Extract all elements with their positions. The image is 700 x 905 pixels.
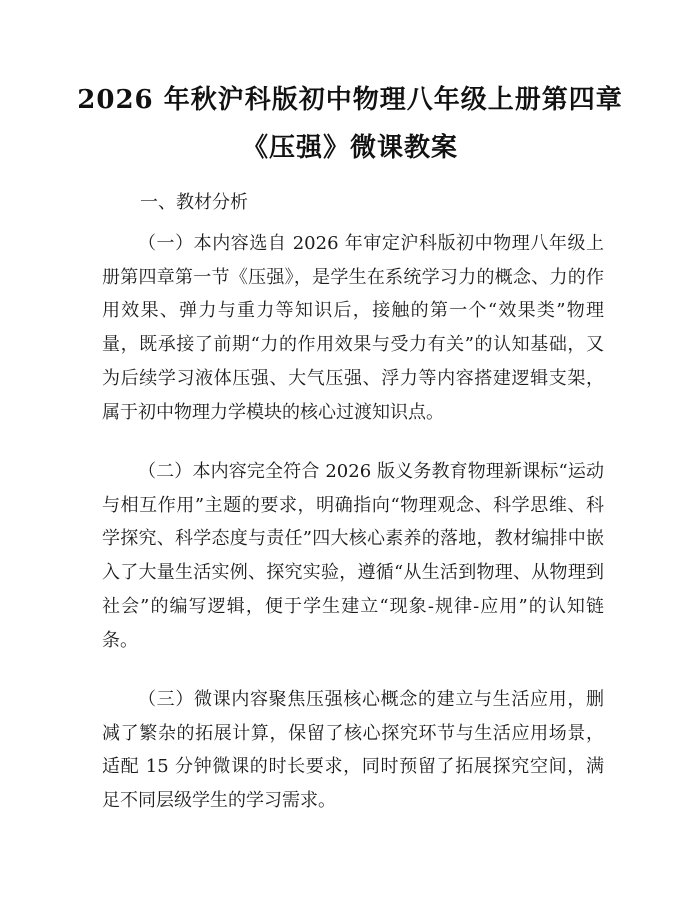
paragraph-2: （二）本内容完全符合 2026 版义务教育物理新课标“运动与相互作用”主题的要求，明确指向“物理观念、科学思维、科学探究、科学态度与责任”四大核心素养的落地，教材编排中嵌入了大量生活实例、探究实验，遵循“从生活到物理、从物理到社会”的编写逻辑，便于学生建立“现象-规律-应用”的认知链条。 [102, 461, 604, 651]
section-heading: 一、教材分析 [140, 192, 248, 213]
paragraph-3: （三）微课内容聚焦压强核心概念的建立与生活应用，删减了繁杂的拓展计算，保留了核心探究环节与生活应用场景，适配 15 分钟微课的时长要求，同时预留了拓展探究空间，满足不同层级学生的学习需求。 [102, 689, 604, 812]
document-title-line1: 2026 年秋沪科版初中物理八年级上册第四章 [77, 85, 623, 115]
paragraph-1: （一）本内容选自 2026 年审定沪科版初中物理八年级上册第四章第一节《压强》，是学生在系统学习力的概念、力的作用效果、弹力与重力等知识后，接触的第一个“效果类”物理量，既承接了前期“力的作用效果与受力有关”的认知基础，又为后续学习液体压强、大气压强、浮力等内容搭建逻辑支架，属于初中物理力学模块的核心过渡知识点。 [102, 233, 604, 423]
document-title-line2: 《压强》微课教案 [241, 133, 458, 163]
